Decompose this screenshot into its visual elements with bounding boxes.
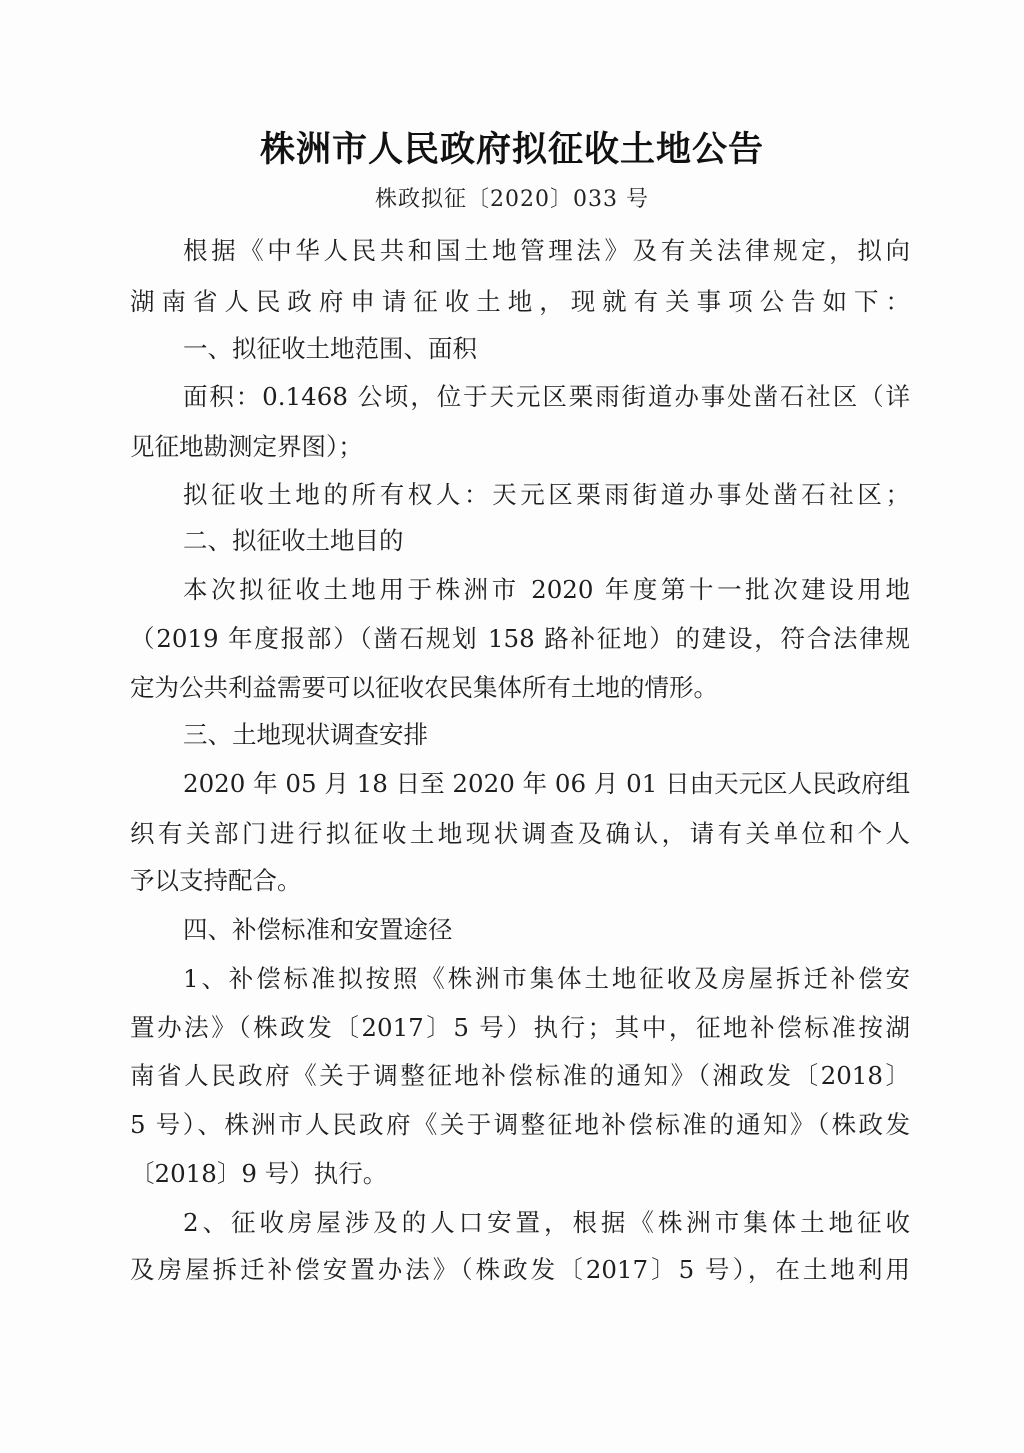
paragraph-line: 1、补偿标准拟按照《株洲市集体土地征收及房屋拆迁补偿安 xyxy=(183,964,910,993)
paragraph-line: 拟征收土地的所有权人：天元区栗雨街道办事处凿石社区； xyxy=(183,480,910,509)
paragraph-line: 湖南省人民政府申请征收土地，现就有关事项公告如下： xyxy=(130,287,910,316)
paragraph-line: 织有关部门进行拟征收土地现状调查及确认，请有关单位和个人 xyxy=(130,819,910,848)
paragraph-line: 予以支持配合。 xyxy=(130,866,302,895)
paragraph-line: 及房屋拆迁补偿安置办法》（株政发〔2017〕5 号），在土地利用 xyxy=(130,1255,910,1284)
paragraph-line: 2020 年 05 月 18 日至 2020 年 06 月 01 日由天元区人民政府组 xyxy=(183,769,910,798)
section-heading: 四、补偿标准和安置途径 xyxy=(183,915,453,944)
paragraph-line: 本次拟征收土地用于株洲市 2020 年度第十一批次建设用地 xyxy=(183,575,910,604)
document-title: 株洲市人民政府拟征收土地公告 xyxy=(259,130,764,170)
section-heading: 一、拟征收土地范围、面积 xyxy=(183,334,477,363)
paragraph-line: 5 号）、株洲市人民政府《关于调整征地补偿标准的通知》（株政发 xyxy=(130,1110,910,1139)
paragraph-line: 置办法》（株政发〔2017〕5 号）执行；其中，征地补偿标准按湖 xyxy=(130,1013,910,1042)
document-number: 株政拟征〔2020〕033 号 xyxy=(375,187,649,212)
paragraph-line: 定为公共利益需要可以征收农民集体所有土地的情形。 xyxy=(130,673,718,702)
paragraph-line: （2019 年度报部）（凿石规划 158 路补征地）的建设，符合法律规 xyxy=(130,624,910,653)
paragraph-line: 南省人民政府《关于调整征地补偿标准的通知》（湘政发〔2018〕 xyxy=(130,1061,910,1090)
paragraph-line: 〔2018〕9 号）执行。 xyxy=(130,1159,388,1188)
paragraph-line: 根据《中华人民共和国土地管理法》及有关法律规定，拟向 xyxy=(183,236,910,265)
section-heading: 二、拟征收土地目的 xyxy=(183,526,404,555)
paragraph-line: 见征地勘测定界图）； xyxy=(130,432,363,461)
paragraph-line: 面积：0.1468 公顷，位于天元区栗雨街道办事处凿石社区（详 xyxy=(183,382,910,411)
paragraph-line: 2、征收房屋涉及的人口安置，根据《株洲市集体土地征收 xyxy=(183,1208,910,1237)
section-heading: 三、土地现状调查安排 xyxy=(183,720,428,749)
